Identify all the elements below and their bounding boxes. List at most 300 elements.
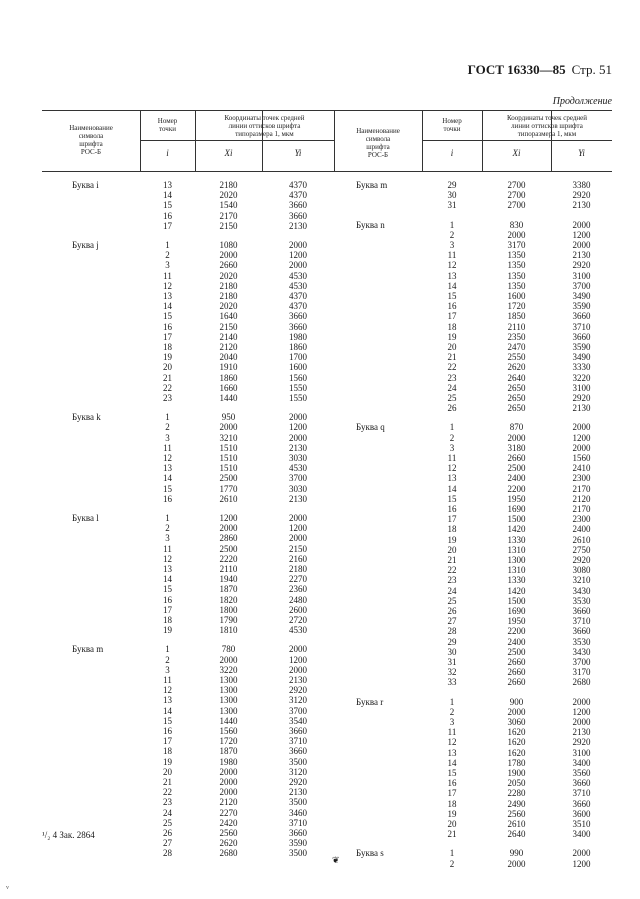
x-coordinate: 2640 [507,372,526,383]
y-coordinate: 2000 [289,432,307,443]
point-number: 17 [447,788,457,799]
point-number: 12 [447,737,457,748]
point-number: 33 [447,677,457,688]
y-coordinate: 2130 [572,403,591,414]
x-coordinate: 1440 [219,715,238,726]
x-coordinate: 2500 [219,543,238,554]
x-coordinate: 1300 [219,705,238,716]
point-number: 20 [447,341,457,352]
column-header-coords: Координаты точек средней линии оттисков шрифта типоразмера 1, мкм [224,114,305,138]
point-number: 18 [447,798,457,809]
point-number: 30 [447,190,457,201]
point-number: 13 [163,695,172,706]
x-coordinate: 2180 [219,280,238,291]
y-coordinate: 3500 [289,756,307,767]
x-coordinate: 2650 [507,382,526,393]
point-number: 17 [447,311,457,322]
x-coordinate: 2120 [219,797,238,808]
y-coordinate: 3220 [572,372,591,383]
y-coordinate: 3590 [289,838,307,849]
point-number: 14 [163,574,172,585]
x-coordinate: 2660 [507,677,526,688]
point-number: 16 [163,493,172,504]
point-number: 13 [163,564,172,574]
y-coordinate: 4370 [289,190,307,201]
x-coordinate: 2000 [219,654,238,665]
point-number: 15 [163,483,172,494]
point-number: 2 [165,523,170,534]
x-coordinate: 1330 [507,575,526,586]
point-number: 29 [447,636,457,647]
symbol-x: Xi [512,148,521,158]
x-coordinate: 2650 [507,403,526,414]
y-coordinate: 3120 [289,766,307,777]
point-number: 2 [449,858,455,869]
y-coordinate: 2000 [572,422,591,433]
x-coordinate: 1330 [507,534,526,545]
y-coordinate: 1600 [289,362,307,373]
printer-mark: ❦ [332,855,340,865]
point-number: 17 [163,736,172,747]
x-coordinate: 1770 [219,483,238,494]
x-coordinate: 2000 [507,432,526,443]
y-coordinate: 3430 [572,646,591,657]
y-coordinate: 2000 [289,260,307,271]
y-coordinate: 1200 [289,654,307,665]
x-coordinate: 1620 [507,737,526,748]
point-number: 15 [447,767,457,778]
y-coordinate: 3660 [572,311,591,322]
x-coordinate: 2490 [507,798,526,809]
divider [195,140,334,141]
point-number: 21 [447,352,457,363]
x-coordinate: 2680 [219,848,238,859]
point-number: 14 [447,280,457,291]
column-header-coords: Координаты точек средней линии оттисков шрифта типоразмера 1, мкм [506,114,588,138]
x-coordinate: 1640 [219,311,238,322]
point-number: 13 [163,180,172,190]
point-number: 27 [163,838,172,849]
y-coordinate: 2920 [572,737,591,748]
y-coordinate: 3100 [572,747,591,758]
x-coordinate: 2650 [507,392,526,403]
x-coordinate: 1810 [219,625,238,636]
y-coordinate: 2000 [289,664,307,675]
y-coordinate: 2130 [289,220,307,231]
x-coordinate: 1950 [507,493,526,504]
point-number: 12 [163,685,172,696]
point-number: 24 [447,585,457,596]
point-number: 3 [165,533,170,544]
x-coordinate: 2700 [507,190,526,201]
y-coordinate: 3100 [572,382,591,393]
letter-name: Буква q [356,422,385,433]
y-coordinate: 3660 [289,725,307,736]
table-top-rule [42,110,612,111]
y-coordinate: 3660 [572,626,591,637]
point-number: 19 [163,756,172,767]
y-coordinate: 2600 [289,604,307,615]
point-number: 2 [165,250,170,261]
x-coordinate: 1500 [507,595,526,606]
point-number: 19 [447,331,457,342]
point-number: 22 [447,362,457,373]
y-coordinate: 2920 [572,190,591,201]
point-number: 20 [447,818,457,829]
x-coordinate: 2500 [507,646,526,657]
y-coordinate: 2410 [572,463,591,474]
point-number: 11 [447,452,457,463]
point-number: 25 [447,595,457,606]
point-number: 1 [449,422,455,433]
x-coordinate: 2500 [507,463,526,474]
x-coordinate: 2020 [219,301,238,312]
point-number: 32 [447,667,457,678]
point-number: 15 [163,715,172,726]
y-coordinate: 2920 [572,392,591,403]
point-number: 19 [447,808,457,819]
point-number: 2 [449,706,455,717]
x-coordinate: 2020 [219,190,238,201]
point-number: 15 [447,493,457,504]
x-coordinate: 2350 [507,331,526,342]
y-coordinate: 1860 [289,342,307,352]
x-coordinate: 1350 [507,270,526,281]
y-coordinate: 2270 [289,574,307,585]
point-number: 23 [163,797,172,808]
y-coordinate: 3490 [572,290,591,301]
y-coordinate: 3660 [289,200,307,211]
point-number: 2 [165,654,170,665]
x-coordinate: 1510 [219,463,238,474]
y-coordinate: 3540 [289,715,307,726]
point-number: 11 [447,727,457,738]
x-coordinate: 990 [509,848,524,859]
y-coordinate: 1200 [289,523,307,534]
x-coordinate: 2000 [507,706,526,717]
divider [482,140,612,141]
y-coordinate: 3460 [289,807,307,818]
y-coordinate: 3700 [572,656,591,667]
point-number: 16 [163,725,172,736]
point-number: 13 [447,747,457,758]
point-number: 22 [163,787,172,798]
y-coordinate: 2000 [289,533,307,544]
point-number: 17 [163,220,172,231]
x-coordinate: 2050 [507,778,526,789]
point-number: 25 [163,817,172,828]
point-number: 21 [447,554,457,565]
point-number: 1 [449,848,455,859]
point-number: 11 [163,543,172,554]
point-number: 2 [449,229,455,240]
y-coordinate: 4530 [289,625,307,636]
y-coordinate: 1200 [572,858,591,869]
letter-name: Буква l [72,513,99,523]
letter-name: Буква n [356,219,385,230]
y-coordinate: 3660 [289,311,307,322]
y-coordinate: 1200 [289,422,307,433]
point-number: 18 [163,342,172,352]
point-number: 14 [163,473,172,484]
x-coordinate: 2120 [219,342,238,352]
point-number: 15 [163,200,172,211]
point-number: 16 [447,301,457,312]
x-coordinate: 950 [221,412,236,423]
point-number: 19 [163,625,172,636]
point-number: 12 [163,452,172,463]
y-coordinate: 2180 [289,564,307,574]
point-number: 18 [163,615,172,625]
x-coordinate: 1510 [219,442,238,453]
y-coordinate: 4530 [289,280,307,291]
x-coordinate: 1300 [219,695,238,706]
x-coordinate: 2400 [507,473,526,484]
letter-name: Буква m [72,644,104,655]
point-number: 12 [447,260,457,271]
point-number: 1 [165,240,170,250]
x-coordinate: 2000 [219,776,238,787]
divider [140,140,195,141]
x-coordinate: 780 [221,644,236,655]
y-coordinate: 2000 [572,848,591,859]
y-coordinate: 2000 [572,442,591,453]
x-coordinate: 2270 [219,807,238,818]
point-number: 18 [447,321,457,332]
y-coordinate: 2150 [289,543,307,554]
point-number: 17 [163,331,172,342]
point-number: 11 [163,270,172,281]
y-coordinate: 2130 [289,493,307,504]
point-number: 18 [447,524,457,535]
x-coordinate: 3180 [507,442,526,453]
x-coordinate: 2860 [219,533,238,544]
y-coordinate: 2480 [289,594,307,605]
point-number: 20 [163,362,172,373]
footer-note: ¹/₂ 4 Зак. 2864 [42,830,95,840]
y-coordinate: 2000 [572,696,591,707]
point-number: 14 [163,301,172,312]
y-coordinate: 3030 [289,483,307,494]
y-coordinate: 3660 [289,746,307,757]
y-coordinate: 1700 [289,352,307,363]
y-coordinate: 2920 [572,260,591,271]
x-coordinate: 1600 [507,290,526,301]
x-coordinate: 1870 [219,584,238,595]
point-number: 3 [165,260,170,271]
y-coordinate: 2130 [289,674,307,685]
point-number: 2 [165,422,170,433]
x-coordinate: 1820 [219,594,238,605]
y-coordinate: 3500 [289,848,307,859]
y-coordinate: 2000 [289,513,307,523]
x-coordinate: 2220 [219,553,238,564]
x-coordinate: 2170 [219,210,238,221]
column-header-name: Наименование символа шрифта РОС-Б [356,127,400,159]
y-coordinate: 3430 [572,585,591,596]
y-coordinate: 1550 [289,393,307,403]
point-number: 16 [447,503,457,514]
column-header-name: Наименование символа шрифта РОС-Б [69,124,113,156]
x-coordinate: 830 [509,219,524,230]
x-coordinate: 2470 [507,341,526,352]
letter-name: Буква k [72,412,101,423]
y-coordinate: 3660 [572,798,591,809]
x-coordinate: 1660 [219,382,238,393]
point-number: 14 [447,757,457,768]
y-coordinate: 3100 [572,270,591,281]
x-coordinate: 2200 [507,483,526,494]
x-coordinate: 1780 [507,757,526,768]
y-coordinate: 2130 [572,250,591,261]
y-coordinate: 3660 [572,778,591,789]
point-number: 28 [163,848,172,859]
x-coordinate: 3060 [507,716,526,727]
y-coordinate: 2130 [572,200,591,211]
x-coordinate: 2000 [507,229,526,240]
x-coordinate: 1940 [219,574,238,585]
x-coordinate: 2000 [507,858,526,869]
symbol-i: i [166,148,169,158]
x-coordinate: 2660 [507,667,526,678]
y-coordinate: 3170 [572,667,591,678]
y-coordinate: 1980 [289,331,307,342]
y-coordinate: 2170 [572,503,591,514]
y-coordinate: 1200 [289,250,307,261]
y-coordinate: 2000 [572,239,591,250]
point-number: 12 [163,280,172,291]
point-number: 18 [163,746,172,757]
y-coordinate: 2750 [572,544,591,555]
y-coordinate: 3700 [289,705,307,716]
y-coordinate: 2120 [572,493,591,504]
y-coordinate: 3590 [572,301,591,312]
point-number: 28 [447,626,457,637]
y-coordinate: 2000 [289,240,307,250]
y-coordinate: 2000 [289,644,307,655]
x-coordinate: 2020 [219,270,238,281]
y-coordinate: 4370 [289,301,307,312]
x-coordinate: 1540 [219,200,238,211]
point-number: 3 [449,442,455,453]
x-coordinate: 1800 [219,604,238,615]
x-coordinate: 2420 [219,817,238,828]
point-number: 26 [163,827,172,838]
y-coordinate: 2680 [572,677,591,688]
x-coordinate: 1560 [219,725,238,736]
point-number: 21 [447,829,457,840]
point-number: 26 [447,605,457,616]
point-number: 24 [163,807,172,818]
x-coordinate: 2180 [219,180,238,190]
symbol-y: Yi [294,148,302,158]
x-coordinate: 2660 [507,656,526,667]
x-coordinate: 1350 [507,260,526,271]
letter-name: Буква r [356,696,384,707]
y-coordinate: 3710 [289,736,307,747]
point-number: 25 [447,392,457,403]
x-coordinate: 1350 [507,280,526,291]
x-coordinate: 1500 [507,514,526,525]
x-coordinate: 2150 [219,220,238,231]
point-number: 23 [163,393,172,403]
page-number: Стр. 51 [571,62,612,77]
y-coordinate: 2000 [289,412,307,423]
point-number: 16 [447,778,457,789]
continuation-label: Продолжение [552,96,612,107]
x-coordinate: 2000 [219,422,238,433]
x-coordinate: 1900 [507,767,526,778]
y-coordinate: 3530 [572,595,591,606]
point-number: 3 [165,664,170,675]
point-number: 23 [447,372,457,383]
point-number: 1 [165,513,170,523]
x-coordinate: 3220 [219,664,238,675]
point-number: 12 [447,463,457,474]
y-coordinate: 2720 [289,615,307,625]
x-coordinate: 1950 [507,616,526,627]
x-coordinate: 1690 [507,605,526,616]
x-coordinate: 2620 [507,362,526,373]
y-coordinate: 2360 [289,584,307,595]
x-coordinate: 1620 [507,747,526,758]
symbol-x: Xi [224,148,233,158]
letter-name: Буква m [356,180,388,190]
corner-mark: v [6,885,9,891]
x-coordinate: 2180 [219,291,238,301]
point-number: 20 [447,544,457,555]
x-coordinate: 1300 [219,674,238,685]
point-number: 26 [447,403,457,414]
point-number: 13 [447,473,457,484]
x-coordinate: 1350 [507,250,526,261]
point-number: 17 [447,514,457,525]
y-coordinate: 2000 [572,716,591,727]
x-coordinate: 2660 [507,452,526,463]
point-number: 14 [447,483,457,494]
point-number: 1 [165,412,170,423]
y-coordinate: 3660 [572,605,591,616]
point-number: 15 [163,311,172,322]
x-coordinate: 2000 [219,250,238,261]
x-coordinate: 1310 [507,565,526,576]
y-coordinate: 1560 [289,372,307,383]
y-coordinate: 3600 [572,808,591,819]
point-number: 13 [163,291,172,301]
y-coordinate: 3500 [289,797,307,808]
y-coordinate: 3400 [572,829,591,840]
x-coordinate: 1850 [507,311,526,322]
point-number: 1 [449,219,455,230]
x-coordinate: 1300 [507,554,526,565]
x-coordinate: 2610 [219,493,238,504]
point-number: 13 [163,463,172,474]
y-coordinate: 3590 [572,341,591,352]
point-number: 3 [165,432,170,443]
point-number: 1 [449,696,455,707]
y-coordinate: 3660 [289,321,307,332]
point-number: 2 [449,432,455,443]
divider [422,140,482,141]
point-number: 30 [447,646,457,657]
y-coordinate: 3560 [572,767,591,778]
x-coordinate: 2500 [219,473,238,484]
y-coordinate: 3510 [572,818,591,829]
x-coordinate: 2660 [219,260,238,271]
point-number: 16 [163,210,172,221]
y-coordinate: 2130 [289,442,307,453]
y-coordinate: 3660 [289,210,307,221]
